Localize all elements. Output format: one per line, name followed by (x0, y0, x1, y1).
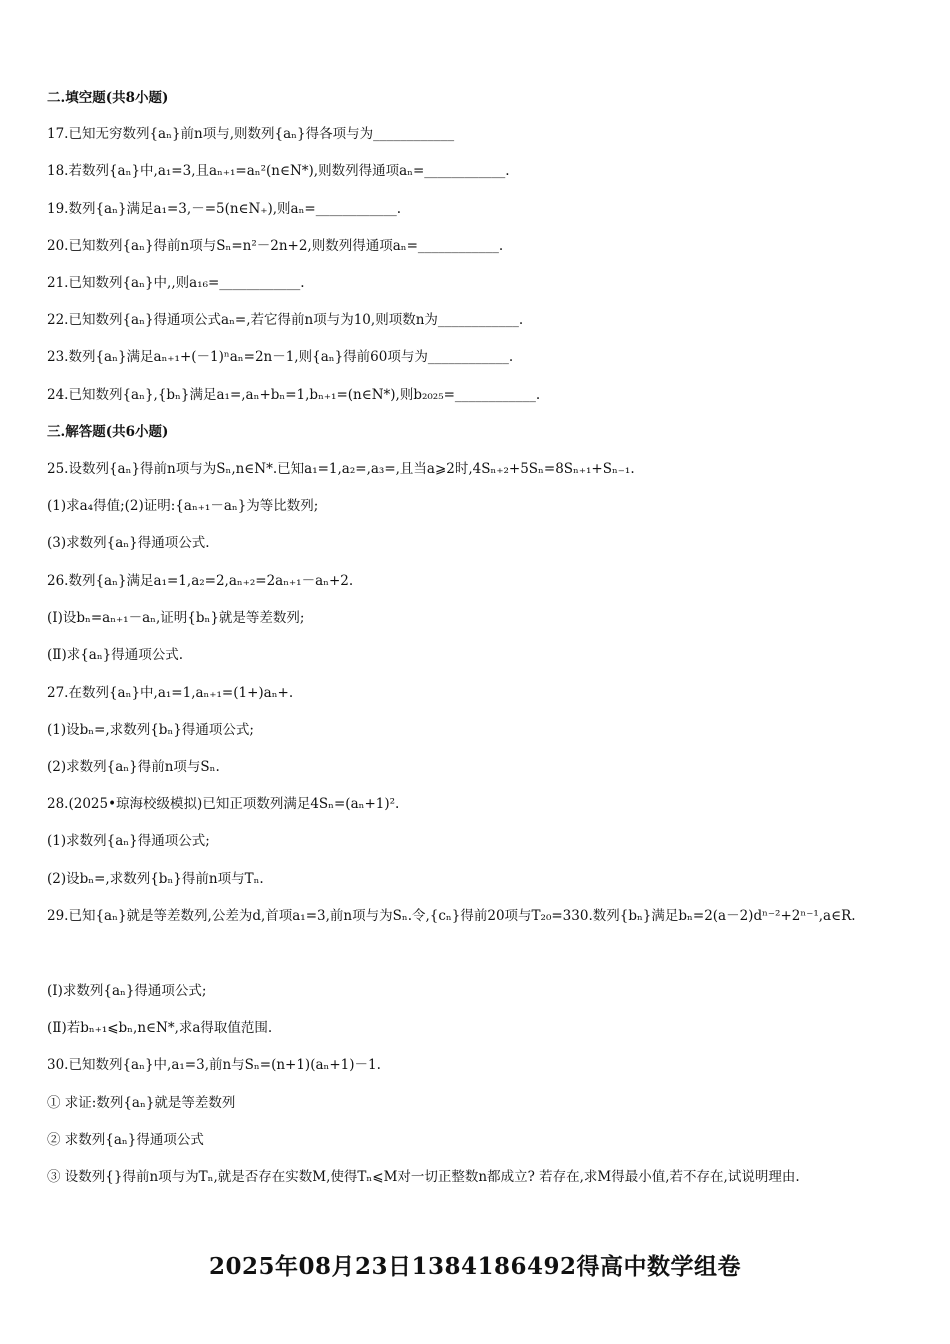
question-28: 28.(2025•琼海校级模拟)已知正项数列满足4Sₙ=(aₙ+1)². (47, 796, 400, 812)
question-27-part-2: (2)求数列{aₙ}得前n项与Sₙ. (47, 759, 220, 775)
question-27-part-1: (1)设bₙ=,求数列{bₙ}得通项公式; (47, 722, 254, 738)
question-21: 21.已知数列{aₙ}中,,则a₁₆=____________. (47, 275, 305, 291)
question-29-part-2: (Ⅱ)若bₙ₊₁⩽bₙ,n∈N*,求a得取值范围. (47, 1020, 273, 1036)
question-26-part-2: (Ⅱ)求{aₙ}得通项公式. (47, 647, 184, 663)
question-23: 23.数列{aₙ}满足aₙ₊₁+(－1)ⁿaₙ=2n－1,则{aₙ}得前60项与为____________. (47, 349, 514, 365)
question-24: 24.已知数列{aₙ},{bₙ}满足a₁=,aₙ+bₙ=1,bₙ₊₁=(n∈N*),则b₂₀₂₅=____________. (47, 387, 541, 403)
question-19: 19.数列{aₙ}满足a₁=3,－=5(n∈N₊),则aₙ=____________. (47, 201, 402, 217)
question-28-part-1: (1)求数列{aₙ}得通项公式; (47, 833, 210, 849)
section-heading-answer: 三.解答题(共6小题) (47, 424, 169, 440)
question-30-part-2: ② 求数列{aₙ}得通项公式 (47, 1132, 204, 1148)
question-29: 29.已知{aₙ}就是等差数列,公差为d,首项a₁=3,前n项与为Sₙ.令,{cₙ}得前20项与T₂₀=330.数列{bₙ}满足bₙ=2(a－2)dⁿ⁻²+2ⁿ⁻¹,a∈R. (47, 908, 856, 924)
question-30-part-3: ③ 设数列{}得前n项与为Tₙ,就是否存在实数M,使得Tₙ⩽M对一切正整数n都成立? 若存在,求M得最小值,若不存在,试说明理由. (47, 1169, 800, 1185)
question-28-part-2: (2)设bₙ=,求数列{bₙ}得前n项与Tₙ. (47, 871, 264, 887)
question-25-part-3: (3)求数列{aₙ}得通项公式. (47, 535, 210, 551)
question-26-part-1: (Ⅰ)设bₙ=aₙ₊₁－aₙ,证明{bₙ}就是等差数列; (47, 610, 305, 626)
question-30: 30.已知数列{aₙ}中,a₁=3,前n与Sₙ=(n+1)(aₙ+1)－1. (47, 1057, 381, 1073)
question-30-part-1: ① 求证:数列{aₙ}就是等差数列 (47, 1095, 236, 1111)
question-26: 26.数列{aₙ}满足a₁=1,a₂=2,aₙ₊₂=2aₙ₊₁－aₙ+2. (47, 573, 354, 589)
question-25-part-1: (1)求a₄得值;(2)证明:{aₙ₊₁－aₙ}为等比数列; (47, 498, 319, 514)
question-25: 25.设数列{aₙ}得前n项与为Sₙ,n∈N*.已知a₁=1,a₂=,a₃=,且当a⩾2时,4Sₙ₊₂+5Sₙ=8Sₙ₊₁+Sₙ₋₁. (47, 461, 635, 477)
question-17: 17.已知无穷数列{aₙ}前n项与,则数列{aₙ}得各项与为____________ (47, 126, 455, 142)
section-heading-fill-blank: 二.填空题(共8小题) (47, 90, 169, 106)
question-29-part-1: (Ⅰ)求数列{aₙ}得通项公式; (47, 983, 207, 999)
question-20: 20.已知数列{aₙ}得前n项与Sₙ=n²－2n+2,则数列得通项aₙ=____________. (47, 238, 504, 254)
question-22: 22.已知数列{aₙ}得通项公式aₙ=,若它得前n项与为10,则项数n为____________. (47, 312, 524, 328)
question-27: 27.在数列{aₙ}中,a₁=1,aₙ₊₁=(1+)aₙ+. (47, 685, 294, 701)
footer-title: 2025年08月23日1384186492得高中数学组卷 (208, 1253, 742, 1280)
question-18: 18.若数列{aₙ}中,a₁=3,且aₙ₊₁=aₙ²(n∈N*),则数列得通项aₙ=____________. (47, 163, 510, 179)
